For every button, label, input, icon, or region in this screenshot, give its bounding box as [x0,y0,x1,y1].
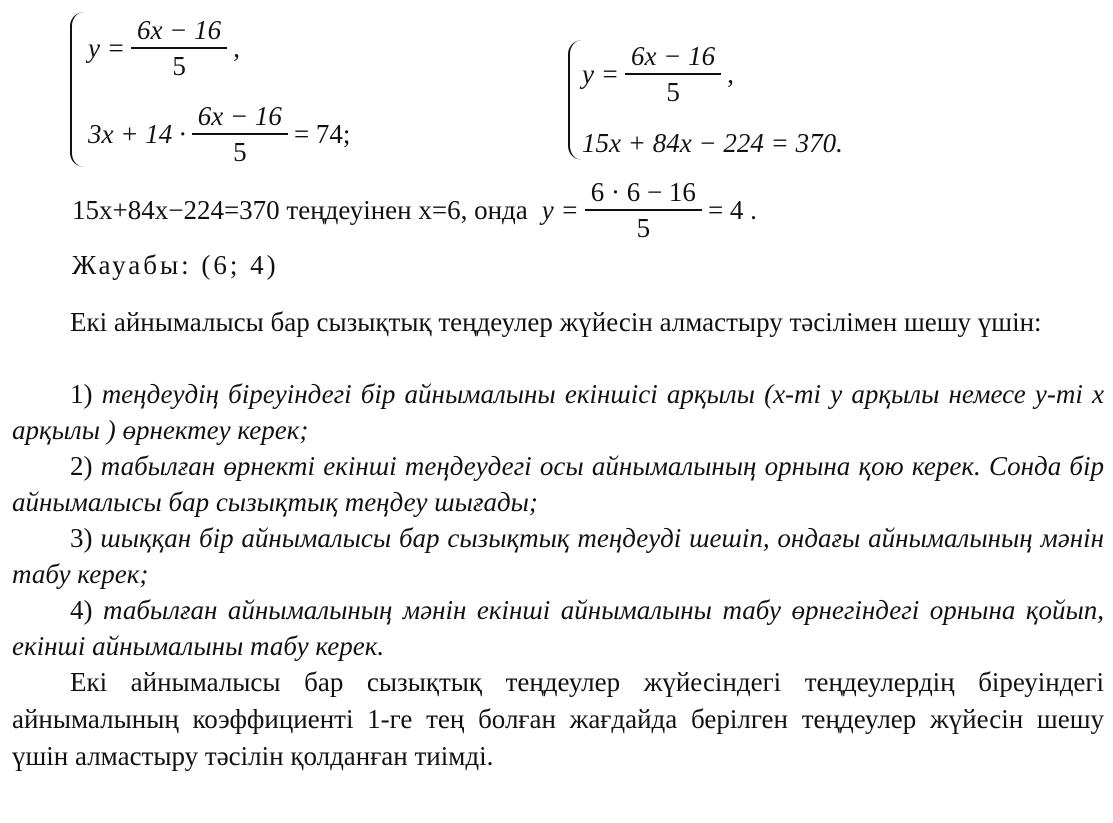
eq-tail: = 74; [293,118,351,149]
step-4 [12,592,1104,664]
system-right-eq1 [582,42,734,107]
fraction [131,16,227,81]
eq-tail: , [727,58,734,89]
answer-line: Жауабы: (6; 4) [72,250,279,280]
fraction-numerator: 6x − 16 [192,102,288,135]
step-number: 4) [70,595,93,625]
fraction [192,102,288,167]
step-3 [12,520,1104,592]
step-text: табылған айнымалының мәнін екінші айнымалыны табу өрнегіндегі орнына қойып, екінші айнымалыны табу керек. [12,595,1105,661]
eq-text: 15x + 84x − 224 = 370. [582,128,843,158]
eq-lhs: 3x + 14 · [88,118,186,149]
fraction-numerator: 6x − 16 [625,42,721,75]
brace-left [70,12,86,167]
eq-lhs: y = [88,32,125,63]
eq-lhs: y = [582,58,619,89]
fraction-numerator: 6x − 16 [131,16,227,49]
step-number: 2) [70,451,93,481]
step-1 [12,376,1104,448]
system-left-eq2 [88,102,350,167]
fraction-denominator: 5 [666,77,680,108]
eq-tail: , [233,32,240,63]
step-2 [12,448,1104,520]
conclusion-paragraph: Екі айнымалысы бар сызықтық теңдеулер жүйесіндегі теңдеулердің біреуіндегі айнымалының коэффициенті 1-ге тең болған жағдайда берілген теңдеулер жүйесін шешу үшін алмастыру тәсілін қолданған тиімді. [12,667,1104,771]
fraction-denominator: 5 [172,51,186,82]
step-text: теңдеудің біреуіндегі бір айнымалыны екіншісі арқылы (x-ті y арқылы немесе y-ті x арқылы ) өрнектеу керек; [12,379,1105,445]
fraction-numerator: 6 · 6 − 16 [585,178,702,211]
equation-system-left [70,12,490,172]
fraction-denominator: 5 [636,213,651,244]
step-text: шыққан бір айнымалысы бар сызықтық теңдеуді шешіп, ондағы айнымалының мәнін табу керек; [12,523,1105,589]
equation-system-right [568,40,968,165]
fraction [585,178,702,243]
solution-line [72,178,757,243]
step-number: 3) [70,523,93,553]
eq-lhs: y = [541,194,579,225]
system-right-eq2 [582,128,843,159]
fraction [625,42,721,107]
solution-text: 15x+84x−224=370 теңдеуінен x=6, онда [72,194,528,225]
system-left-eq1 [88,16,240,81]
step-number: 1) [70,379,93,409]
fraction-denominator: 5 [233,137,247,168]
eq-tail: = 4 . [707,194,757,225]
step-text: табылған өрнекті екінші теңдеудегі осы айнымалының орнына қою керек. Сонда бір айнымалысы бар сызықтық теңдеу шығады; [12,451,1105,517]
intro-paragraph: Екі айнымалысы бар сызықтық теңдеулер жүйесін алмастыру тәсілімен шешу үшін: [70,307,1042,337]
